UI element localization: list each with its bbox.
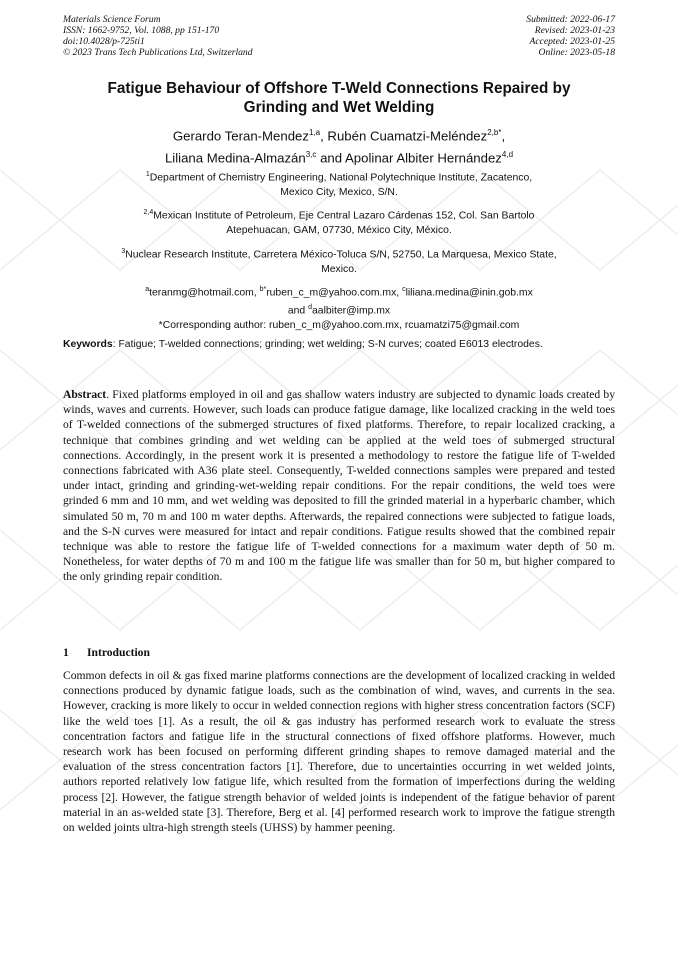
- abstract-label: Abstract: [63, 388, 107, 401]
- journal-issn: ISSN: 1662-9752, Vol. 1088, pp 151-170: [63, 24, 220, 36]
- date-revised: Revised: 2023-01-23: [534, 24, 615, 36]
- affiliation-3-marker: 3: [121, 247, 126, 255]
- email-c[interactable]: liliana.medina@inin.gob.mx: [405, 287, 533, 299]
- author-emails: [63, 283, 615, 333]
- corresponding-author: *Corresponding author: ruben_c_m@yahoo.com.mx, rcuamatzi75@gmail.com: [158, 320, 520, 332]
- author-list: Gerardo Teran-Mendez$^{1,a}$, Rubén Cuamatzi-Meléndez$^{2,b*}$, Liliana Medina-Almazán$^{3,c}$ and Apolinar Albiter Hernández$^{4,d}$: [164, 128, 514, 166]
- paper-title: [63, 80, 615, 117]
- date-submitted: Submitted: 2022-06-17: [526, 14, 615, 25]
- author-2: Rubén Cuamatzi-Meléndez: [327, 128, 488, 144]
- journal-copyright: © 2023 Trans Tech Publications Ltd, Switzerland: [63, 46, 253, 58]
- affiliations: [63, 168, 615, 334]
- section-heading-introduction: [63, 646, 150, 659]
- publication-dates: [526, 15, 615, 59]
- journal-name: Materials Science Forum: [63, 14, 161, 25]
- affiliation-2-marker: 2,4: [143, 209, 154, 217]
- abstract: [63, 387, 615, 585]
- affiliation-3: [63, 245, 615, 277]
- author-4-affil: 4,d: [501, 149, 514, 159]
- author-2-affil: 2,b*: [487, 128, 502, 137]
- title-line-1: Fatigue Behaviour of Offshore T-Weld Connections Repaired by: [107, 80, 571, 97]
- email-a[interactable]: teranmg@hotmail.com,: [149, 287, 260, 299]
- journal-doi: doi:10.4028/p-725ti1: [63, 35, 145, 47]
- author-1: Gerardo Teran-Mendez: [172, 128, 309, 144]
- author-4: Apolinar Albiter Hernández: [345, 150, 502, 166]
- affiliation-1-marker: 1: [145, 171, 150, 178]
- journal-header: [63, 15, 615, 59]
- email-b[interactable]: ruben_c_m@yahoo.com.mx,: [266, 287, 403, 299]
- email-b-marker: b*: [259, 286, 267, 294]
- affiliation-2: [63, 206, 615, 238]
- date-online: Online: 2023-05-18: [538, 46, 615, 58]
- introduction-paragraph: Common defects in oil & gas fixed marine platforms connections are the development of localized cracking in welded connections produced by dynamic fatigue loads, such as the combination of wind, waves, and currents in the sea. However, cracking is more likely to occur in welded connection regions with higher stress concentration factors (SCF) like the weld toes [1]. As a result, the oil & gas industry has performed research work to evaluate the stress concentration factors and fatigue life in the structural connections of fixed offshore platforms. However, much research work has been focused on performing different grinding shapes to remove damaged material and the evaluation of the stress concentration factors [1]. Therefore, due to uncertainties occurring in wet welded joints, authors reported relatively low fatigue life, which resulted from the formation of imperfections during the welding process [2]. However, the fatigue strength behavior of welded joints is independent of the fatigue behavior of parent material in an as-welded state [3]. Therefore, Berg et al. [4] performed research work to improve the fatigue strength on welded joints ultra-high strength steels (UHSS) by hammer peening.: [63, 669, 615, 835]
- section-number: 1: [63, 646, 69, 659]
- keywords: [63, 338, 615, 353]
- email-a-marker: a: [145, 286, 150, 294]
- author-conjunction: and: [320, 150, 343, 166]
- affiliation-1-line-2: Mexico City, Mexico, S/N.: [280, 186, 398, 198]
- affiliation-1-line-1: Department of Chemistry Engineering, National Polytechnique Institute, Zacatenco,: [149, 172, 533, 184]
- email-conjunction: and: [287, 305, 309, 317]
- section-title: Introduction: [87, 646, 150, 659]
- keywords-text: : Fatigue; T-welded connections; grinding; wet welding; S-N curves; coated E6013 electrodes.: [112, 339, 543, 350]
- journal-info: [63, 15, 253, 59]
- affiliation-2-line-2: Atepehuacan, GAM, 07730, México City, México.: [226, 225, 452, 237]
- affiliation-1: [63, 168, 615, 200]
- author-3: Liliana Medina-Almazán: [164, 150, 306, 166]
- affiliation-3-line-2: Mexico.: [321, 263, 357, 275]
- email-d[interactable]: aalbiter@imp.mx: [312, 305, 391, 317]
- email-d-marker: d: [308, 304, 313, 312]
- abstract-text: . Fixed platforms employed in oil and gas shallow waters industry are subjected to dynamic loads created by winds, waves and currents. However, such loads can produce fatigue damage, like localized cracking in the weld toes of T-welded connections of the submerged structures of fixed platforms. Therefore, to repair localized cracking, a technique that combines grinding and wet welding can be applied at the weld toes of submerged structural connections. Accordingly, in the present work it is presented a methodology to restore the fatigue life of T-welded connections fabricated with A36 plate steel. Consequently, T-welded connections samples were prepared and tested under intact, grinding and grinding-wet-welding repair conditions. For the repair conditions, the weld toes were grinded 6 mm and 10 mm, and wet welding was deposited to fill the grinded material in a hyperbaric chamber, which simulated 50 m, 70 m and 100 m water depths. Afterwards, the repaired connections were subjected to fatigue loads, and the S-N curves were measured for intact and repair conditions. Fatigue results showed that the combined repair technique was able to restore the fatigue life of T-welded connections for a maximum water depth of 50 m. Nonetheless, for water depths of 70 m and 100 m the fatigue life was smaller than for 50 m, but higher compared to the only grinding repair condition.: [63, 388, 615, 584]
- affiliation-3-line-1: Nuclear Research Institute, Carretera México-Toluca S/N, 52750, La Marquesa, Mexico State,: [125, 249, 557, 261]
- author-1-affil: 1,a: [308, 128, 321, 137]
- keywords-label: Keywords: [63, 339, 113, 350]
- title-line-2: Grinding and Wet Welding: [243, 98, 435, 116]
- email-c-marker: c: [402, 286, 406, 294]
- author-3-affil: 3,c: [305, 149, 317, 159]
- date-accepted: Accepted: 2023-01-25: [529, 35, 615, 47]
- affiliation-2-line-1: Mexican Institute of Petroleum, Eje Central Lazaro Cárdenas 152, Col. San Bartolo: [153, 210, 535, 222]
